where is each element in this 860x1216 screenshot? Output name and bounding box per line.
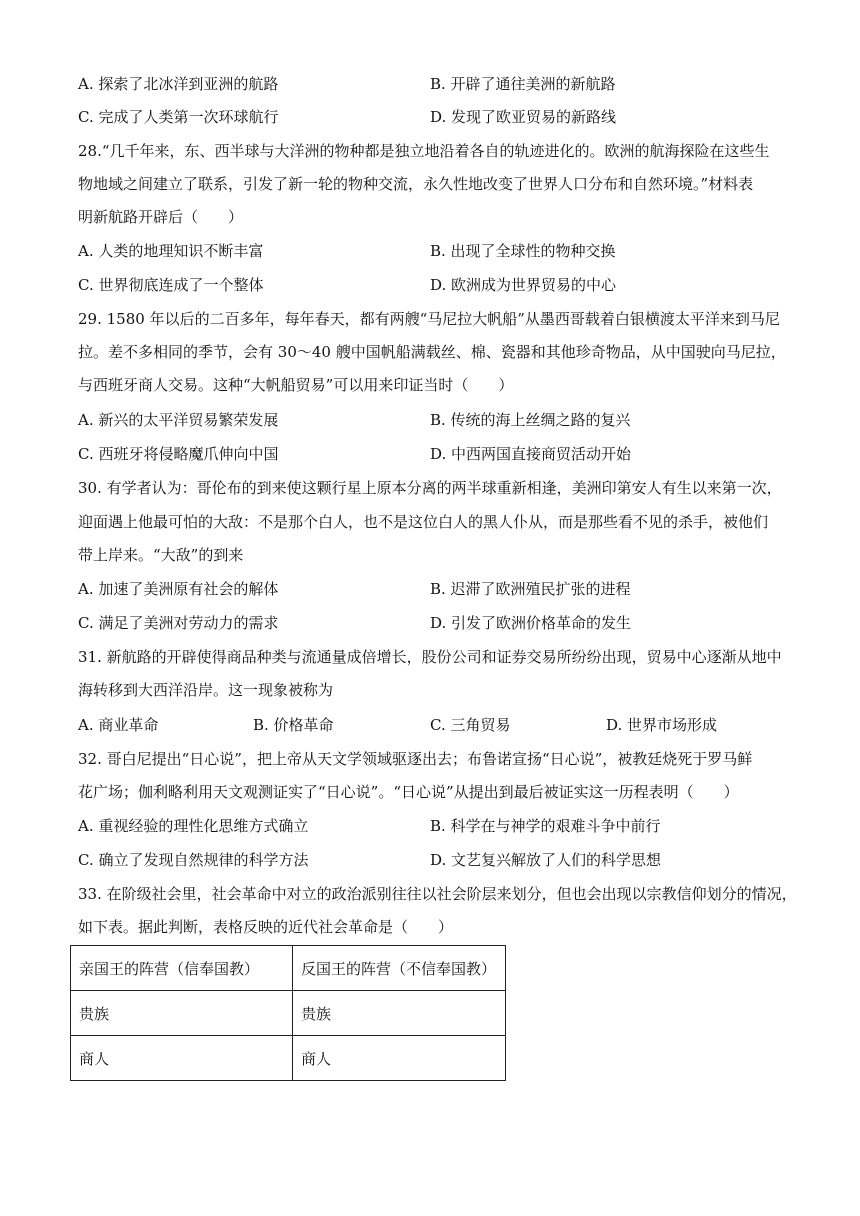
q31-option-b: B. 价格革命 [253,716,334,734]
q29-stem-line-1: 29. 1580 年以后的二百多年，每年春天，都有两艘“马尼拉大帆船”从墨西哥载着白银横渡太平洋来到马尼 [78,310,780,328]
table-cell: 商人 [71,1036,293,1081]
q27-option-d: D. 发现了欧亚贸易的新路线 [430,108,617,126]
table-row [71,1036,506,1081]
q28-option-d: D. 欧洲成为世界贸易的中心 [430,276,617,294]
q31-stem-line-1: 31. 新航路的开辟使得商品种类与流通量成倍增长，股份公司和证券交易所纷纷出现，贸易中心逐渐从地中 [78,648,782,666]
q30-option-c: C. 满足了美洲对劳动力的需求 [78,614,279,632]
q30-stem-line-3: 带上岸来。“大敌”的到来 [78,546,244,564]
q28-option-a: A. 人类的地理知识不断丰富 [78,242,264,260]
q28-option-c: C. 世界彻底连成了一个整体 [78,276,264,294]
q29-option-d: D. 中西两国直接商贸活动开始 [430,445,632,463]
q29-option-b: B. 传统的海上丝绸之路的复兴 [430,411,631,429]
q30-option-b: B. 迟滞了欧洲殖民扩张的进程 [430,580,631,598]
q27-option-c: C. 完成了人类第一次环球航行 [78,108,279,126]
q30-stem-line-1: 30. 有学者认为：哥伦布的到来使这颗行星上原本分离的两半球重新相逢，美洲印第安人有生以来第一次， [78,479,782,497]
q28-stem-line-2: 物地域之间建立了联系，引发了新一轮的物种交流，永久性地改变了世界人口分布和自然环境。”材料表 [78,175,754,193]
q29-stem-line-3: 与西班牙商人交易。这种“大帆船贸易”可以用来印证当时（ ） [78,376,514,394]
q31-stem-line-2: 海转移到大西洋沿岸。这一现象被称为 [78,681,334,699]
q33-stem-line-2: 如下表。据此判断，表格反映的近代社会革命是（ ） [78,918,454,936]
q33-table [70,945,506,1081]
q32-option-c: C. 确立了发现自然规律的科学方法 [78,851,309,869]
q28-option-b: B. 出现了全球性的物种交换 [430,242,616,260]
q30-option-d: D. 引发了欧洲价格革命的发生 [430,614,632,632]
q27-option-b: B. 开辟了通往美洲的新航路 [430,75,616,93]
q29-stem-line-2: 拉。差不多相同的季节，会有 30～40 艘中国帆船满载丝、棉、瓷器和其他珍奇物品，从中国驶向马尼拉， [78,343,786,361]
q31-option-d: D. 世界市场形成 [606,716,718,734]
q33-stem-line-1: 33. 在阶级社会里，社会革命中对立的政治派别往往以社会阶层来划分，但也会出现以宗教信仰划分的情况， [78,885,797,903]
q32-stem-line-2: 花广场；伽利略利用天文观测证实了“日心说”。“日心说”从提出到最后被证实这一历程表明（ ） [78,783,739,801]
table-row [71,991,506,1036]
table-cell: 贵族 [293,991,506,1036]
q29-option-a: A. 新兴的太平洋贸易繁荣发展 [78,411,279,429]
q27-option-a: A. 探索了北冰洋到亚洲的航路 [78,75,279,93]
q28-stem-line-1: 28.“几千年来，东、西半球与大洋洲的物种都是独立地沿着各自的轨迹进化的。欧洲的航海探险在这些生 [78,142,770,160]
q30-stem-line-2: 迎面遇上他最可怕的大敌：不是那个白人，也不是这位白人的黑人仆从，而是那些看不见的杀手，被他们 [78,513,769,531]
q30-option-a: A. 加速了美洲原有社会的解体 [78,580,279,598]
table-header-row [71,946,506,991]
table-header-cell: 亲国王的阵营（信奉国教） [71,946,293,991]
q32-option-a: A. 重视经验的理性化思维方式确立 [78,817,309,835]
q29-option-c: C. 西班牙将侵略魔爪伸向中国 [78,445,279,463]
table-cell: 贵族 [71,991,293,1036]
table-header-cell: 反国王的阵营（不信奉国教） [293,946,506,991]
q31-option-c: C. 三角贸易 [430,716,511,734]
q31-option-a: A. 商业革命 [78,716,159,734]
q28-stem-line-3: 明新航路开辟后（ ） [78,208,244,226]
q32-stem-line-1: 32. 哥白尼提出“日心说”，把上帝从天文学领域驱逐出去；布鲁诺宣扬“日心说”，被教廷烧死于罗马鲜 [78,750,753,768]
table-cell: 商人 [293,1036,506,1081]
q32-option-d: D. 文艺复兴解放了人们的科学思想 [430,851,662,869]
q32-option-b: B. 科学在与神学的艰难斗争中前行 [430,817,661,835]
